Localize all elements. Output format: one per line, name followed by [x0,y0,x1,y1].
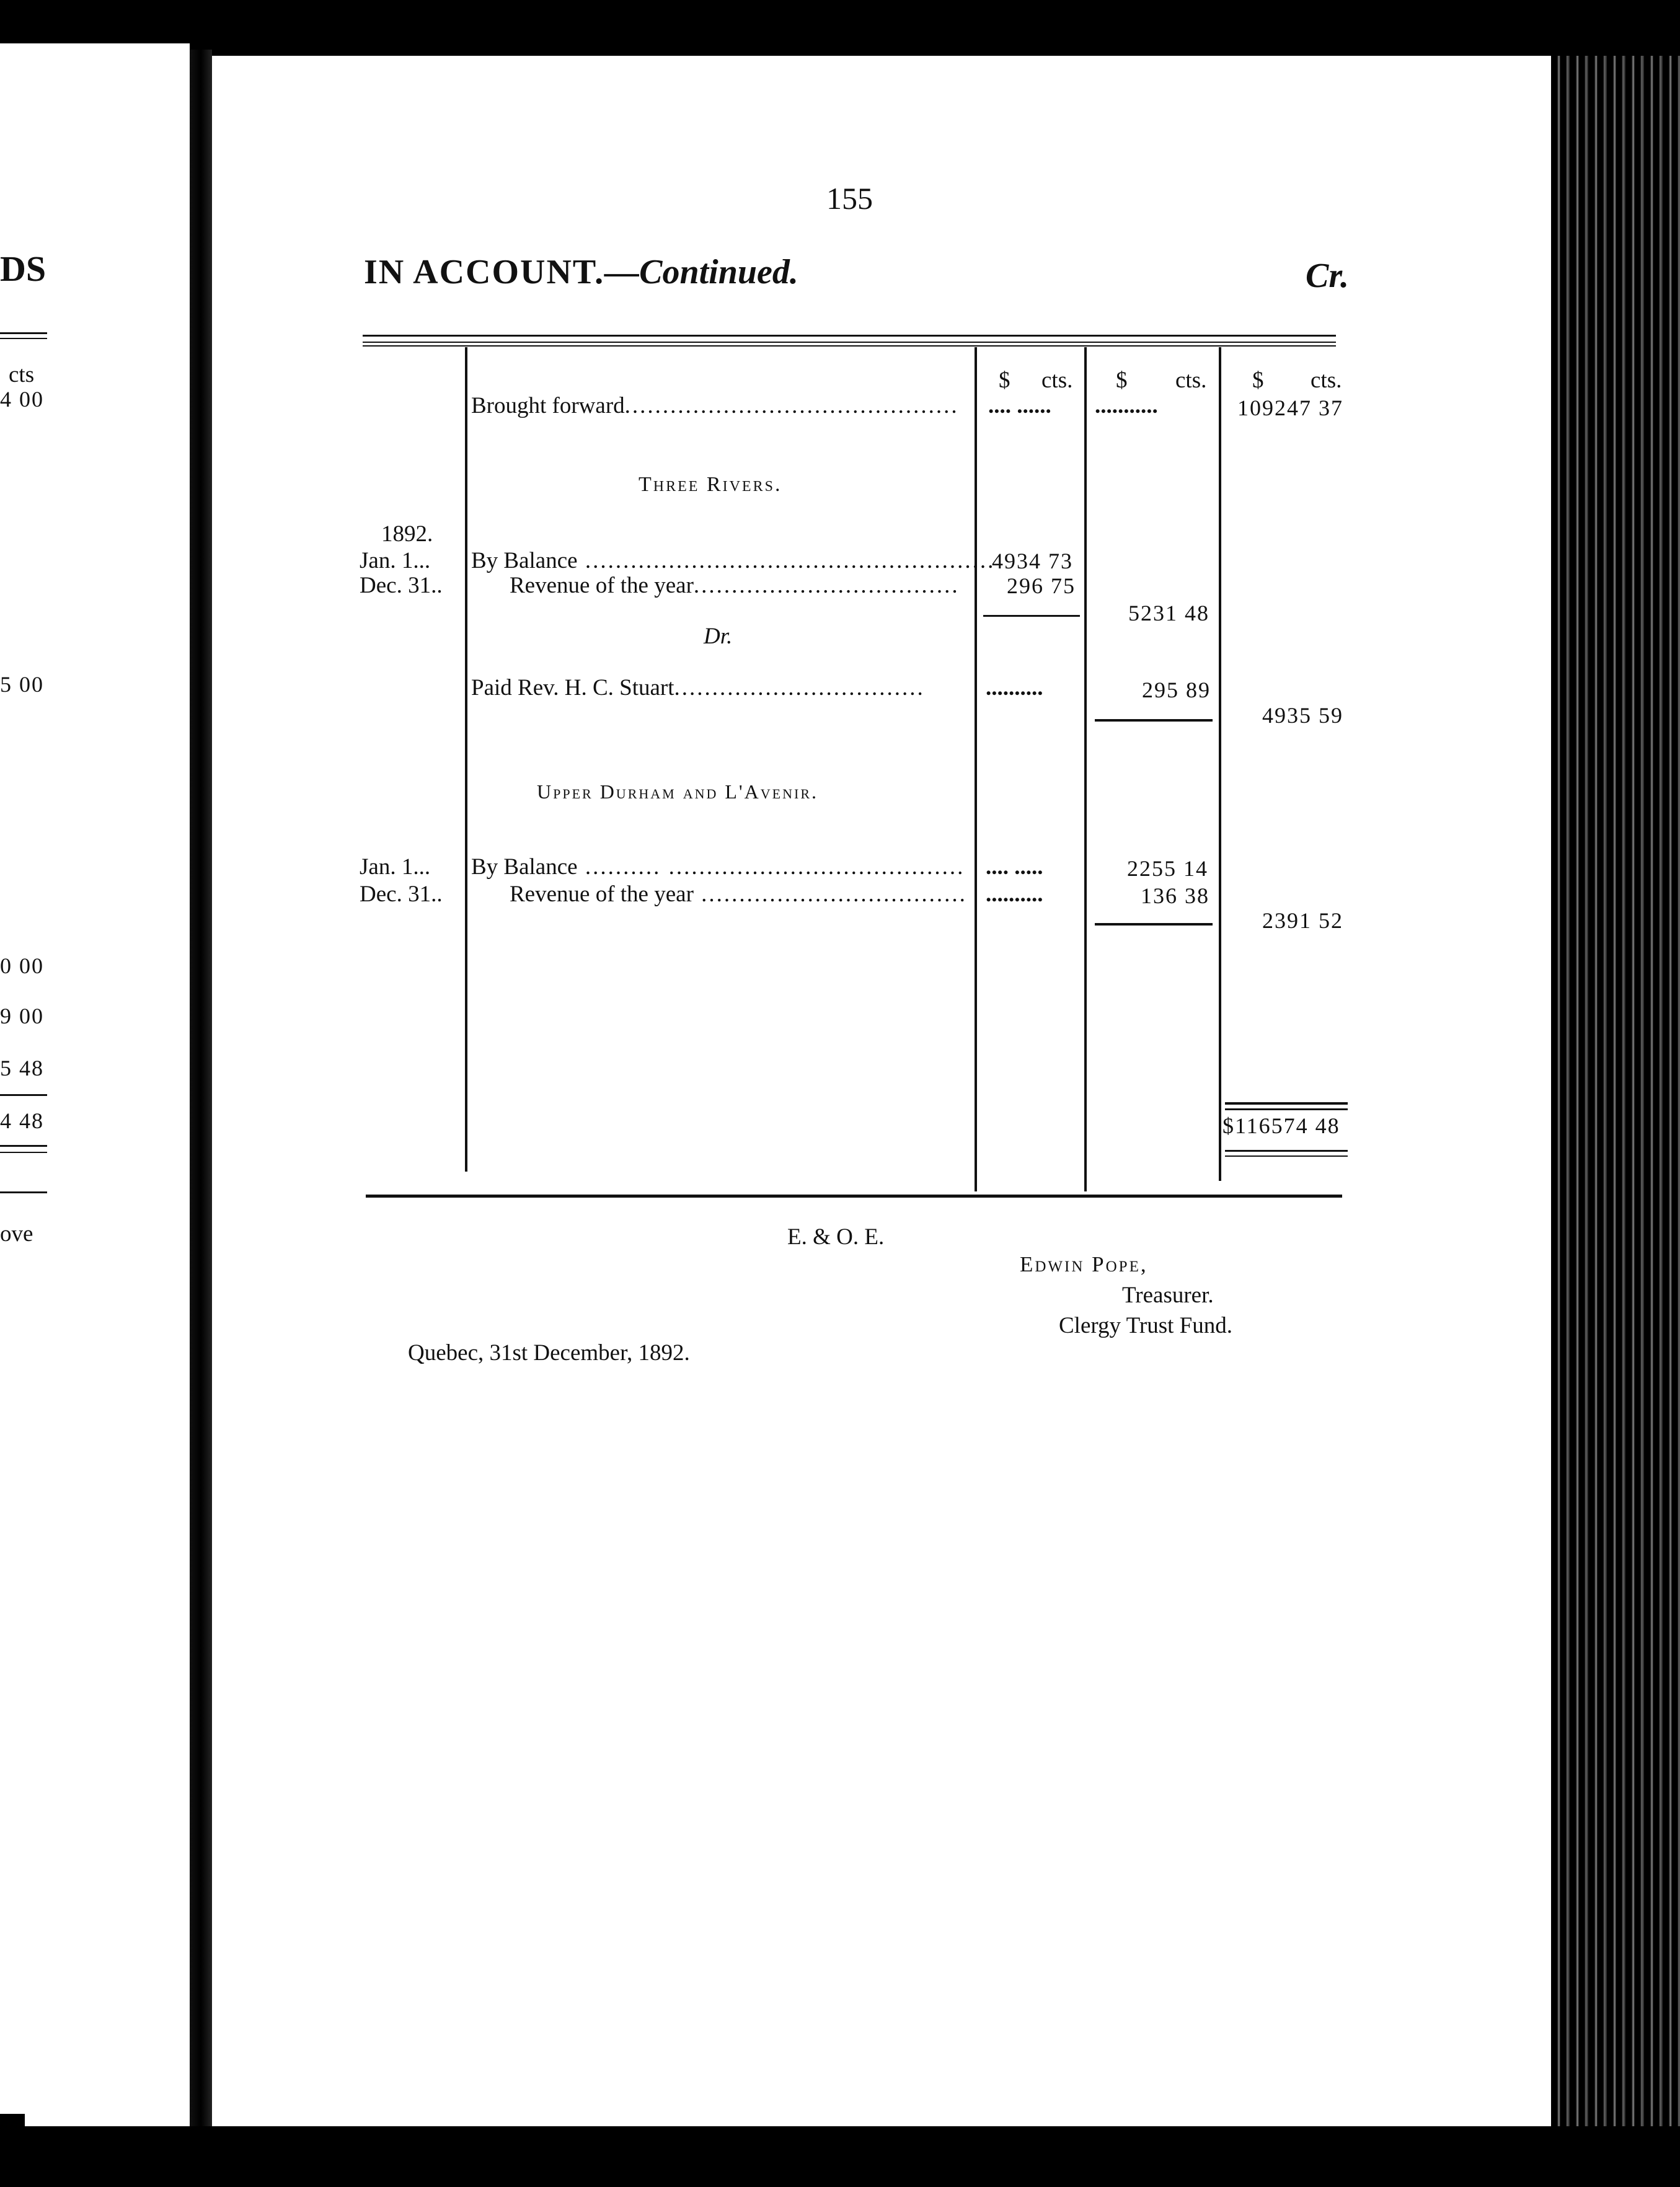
left-value: 5 00 [0,672,44,697]
title-main: IN ACCOUNT. [364,253,605,291]
left-value: 5 48 [0,1056,44,1080]
header-rule [363,335,1336,337]
tr-paid-col1-dots: .......... [986,675,1043,700]
left-rule [0,338,47,339]
scan-border-top [0,0,1680,56]
col1-dollar-header: $ [999,368,1010,393]
header-rule [363,342,1336,343]
brought-forward-total: 109247 37 [1237,395,1343,420]
ud-row-col1-dots: .... ..... [986,854,1043,880]
left-rule [0,332,47,334]
ud-row-label [471,854,965,880]
page-title [364,253,798,291]
tr-balance-value: 4934 73 [992,549,1073,573]
ud-row-date: Jan. 1... [360,854,431,880]
by-balance-text: By Balance [471,548,578,573]
three-rivers-heading: Three Rivers. [639,473,782,496]
brought-forward-label [471,393,959,419]
paid-text: Paid Rev. H. C. Stuart [471,675,674,700]
brought-forward-col2-dots: ........... [1095,393,1158,418]
ud-revenue-value: 136 38 [1141,883,1209,908]
revenue-text: Revenue of the year [510,573,694,598]
subtotal-rule [983,615,1080,617]
tr-row-label [510,573,960,599]
page-edges [1551,56,1680,2126]
grand-total-rule [1225,1102,1348,1105]
tr-paid-value: 295 89 [1142,678,1211,702]
ud-total: 2391 52 [1262,908,1343,933]
tr-paid-label [471,675,925,701]
title-continued: —Continued. [604,253,798,291]
col1-cts-header: cts. [1041,368,1073,393]
header-rule [363,345,1336,347]
left-value: 4 00 [0,387,44,412]
left-value: 4 48 [0,1108,44,1133]
tr-total: 4935 59 [1262,703,1343,728]
place-date: Quebec, 31st December, 1892. [408,1340,690,1366]
debit-marker: Dr. [704,624,733,649]
left-rule [0,1094,47,1096]
ud-row-date: Dec. 31.. [360,881,443,907]
title-credit-marker: Cr. [1306,257,1350,295]
grand-total: $116574 48 [1222,1113,1340,1138]
ud-balance-value: 2255 14 [1127,856,1208,881]
brought-forward-col1-dots: .... ...... [988,393,1051,418]
tr-subtotal: 5231 48 [1128,601,1209,625]
leader-dots: ................................... [693,573,960,598]
left-rule [0,1191,47,1193]
signer-fund: Clergy Trust Fund. [1059,1313,1232,1338]
left-value: 0 00 [0,953,44,978]
errors-omissions-excepted: E. & O. E. [787,1224,885,1250]
scan-border-bottom [0,2126,1680,2187]
brought-forward-text: Brought forward [471,393,625,418]
grand-total-rule [1225,1150,1348,1152]
ud-row-col1-dots: .......... [986,881,1043,907]
by-balance-text: By Balance [471,854,578,880]
leader-dots: .......... ....................................... [577,854,965,880]
grand-total-rule [1225,1108,1348,1110]
col3-cts-header: cts. [1311,368,1342,393]
grand-total-rule [1225,1155,1348,1157]
tr-revenue-value: 296 75 [1007,573,1076,598]
col2-dollar-header: $ [1116,368,1128,393]
upper-durham-heading: Upper Durham and L'Avenir. [537,780,818,803]
signer-title: Treasurer. [1122,1283,1214,1308]
left-rule [0,1152,47,1153]
ud-row-label [510,881,967,908]
tr-row-label [471,548,995,574]
revenue-text: Revenue of the year [510,881,694,907]
col2-cts-header: cts. [1175,368,1207,393]
col2-left-rule [1084,347,1087,1191]
book-gutter [190,50,212,2126]
page-number: 155 [826,181,873,216]
subtotal-rule [1095,923,1213,926]
subtotal-rule [1095,719,1213,722]
signer-name: Edwin Pope, [1020,1252,1148,1276]
leader-dots: ...................................................... [577,548,996,573]
left-cts: cts [9,362,35,387]
tr-row-date: Jan. 1... [360,548,431,573]
col1-left-rule [975,347,977,1191]
date-column-rule [465,347,467,1172]
tr-row-date: Dec. 31.. [360,573,443,598]
right-page [212,59,1551,2114]
year-label: 1892. [381,521,433,547]
table-bottom-rule [366,1195,1342,1198]
left-word-fragment: ove [0,1221,33,1247]
col3-dollar-header: $ [1252,368,1264,393]
leader-dots: ............................................ [624,393,959,418]
leader-dots: ................................... [693,881,967,907]
leader-dots: ................................. [674,675,925,700]
left-value: 9 00 [0,1004,44,1028]
left-heading-fragment: DS [0,249,46,289]
col3-left-rule [1219,347,1221,1181]
left-rule [0,1145,47,1147]
